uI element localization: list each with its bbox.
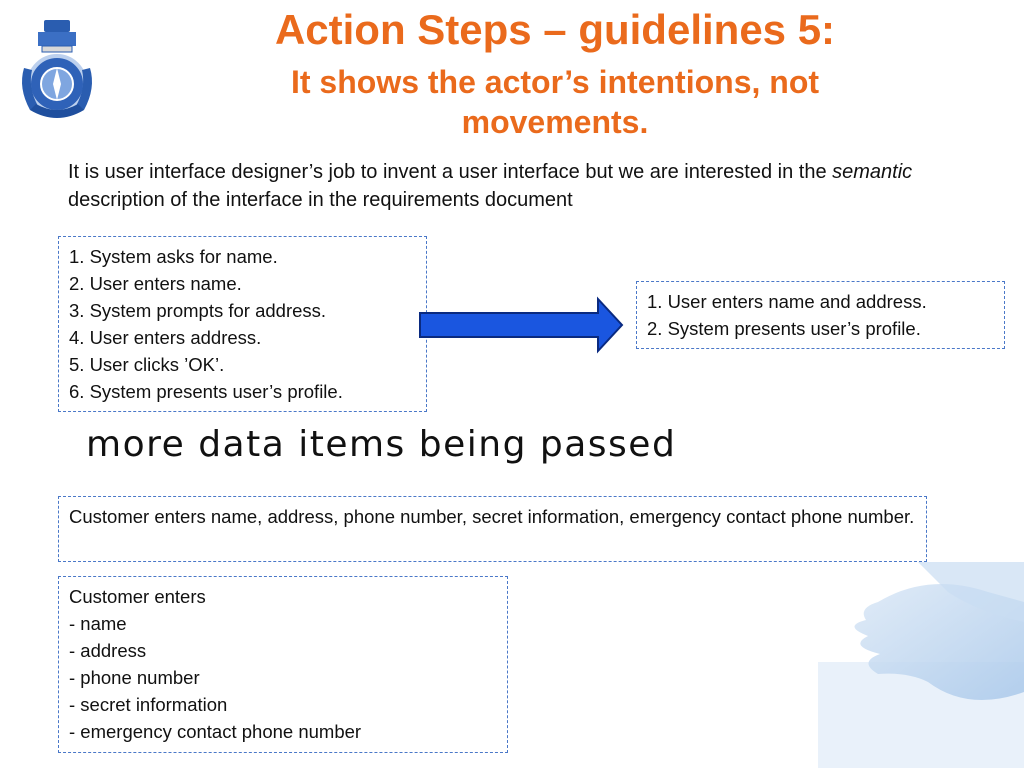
intro-text-part2: description of the interface in the requirements document xyxy=(68,189,573,211)
subtitle-line-2: movements. xyxy=(461,104,649,140)
semantic-steps-box xyxy=(636,281,1005,349)
list-line: - address xyxy=(69,640,147,661)
step-line: 2. User enters name. xyxy=(69,273,242,294)
subtitle-line-1: It shows the actor’s intentions, not xyxy=(290,64,820,100)
example-text: Customer enters name, address, phone number, secret information, emergency contact phone number. xyxy=(69,506,915,527)
list-example-box xyxy=(58,576,508,753)
step-line: 6. System presents user’s profile. xyxy=(69,381,343,402)
intro-text-part1: It is user interface designer’s job to invent a user interface but we are interested in the xyxy=(68,161,833,183)
list-line: - phone number xyxy=(69,667,200,688)
intro-emphasis: semantic xyxy=(832,161,913,183)
detailed-steps-box xyxy=(58,236,427,412)
university-crest-logo xyxy=(16,18,98,126)
section-heading: more data items being passed xyxy=(86,424,677,465)
step-line: 4. User enters address. xyxy=(69,327,262,348)
step-line: 1. System asks for name. xyxy=(69,246,278,267)
slide-title: Action Steps – guidelines 5: xyxy=(274,6,836,53)
hand-decoration xyxy=(818,562,1024,768)
step-line: 5. User clicks ’OK’. xyxy=(69,354,225,375)
step-line: 2. System presents user’s profile. xyxy=(647,318,921,339)
step-line: 3. System prompts for address. xyxy=(69,300,327,321)
slide-subtitle xyxy=(150,62,960,142)
step-line: 1. User enters name and address. xyxy=(647,291,927,312)
oneline-example-box xyxy=(58,496,927,562)
list-line: - name xyxy=(69,613,127,634)
list-line: - secret information xyxy=(69,694,228,715)
list-line: - emergency contact phone number xyxy=(69,721,362,742)
intro-paragraph xyxy=(68,158,998,214)
list-line: Customer enters xyxy=(69,586,206,607)
right-arrow-icon xyxy=(418,296,624,354)
